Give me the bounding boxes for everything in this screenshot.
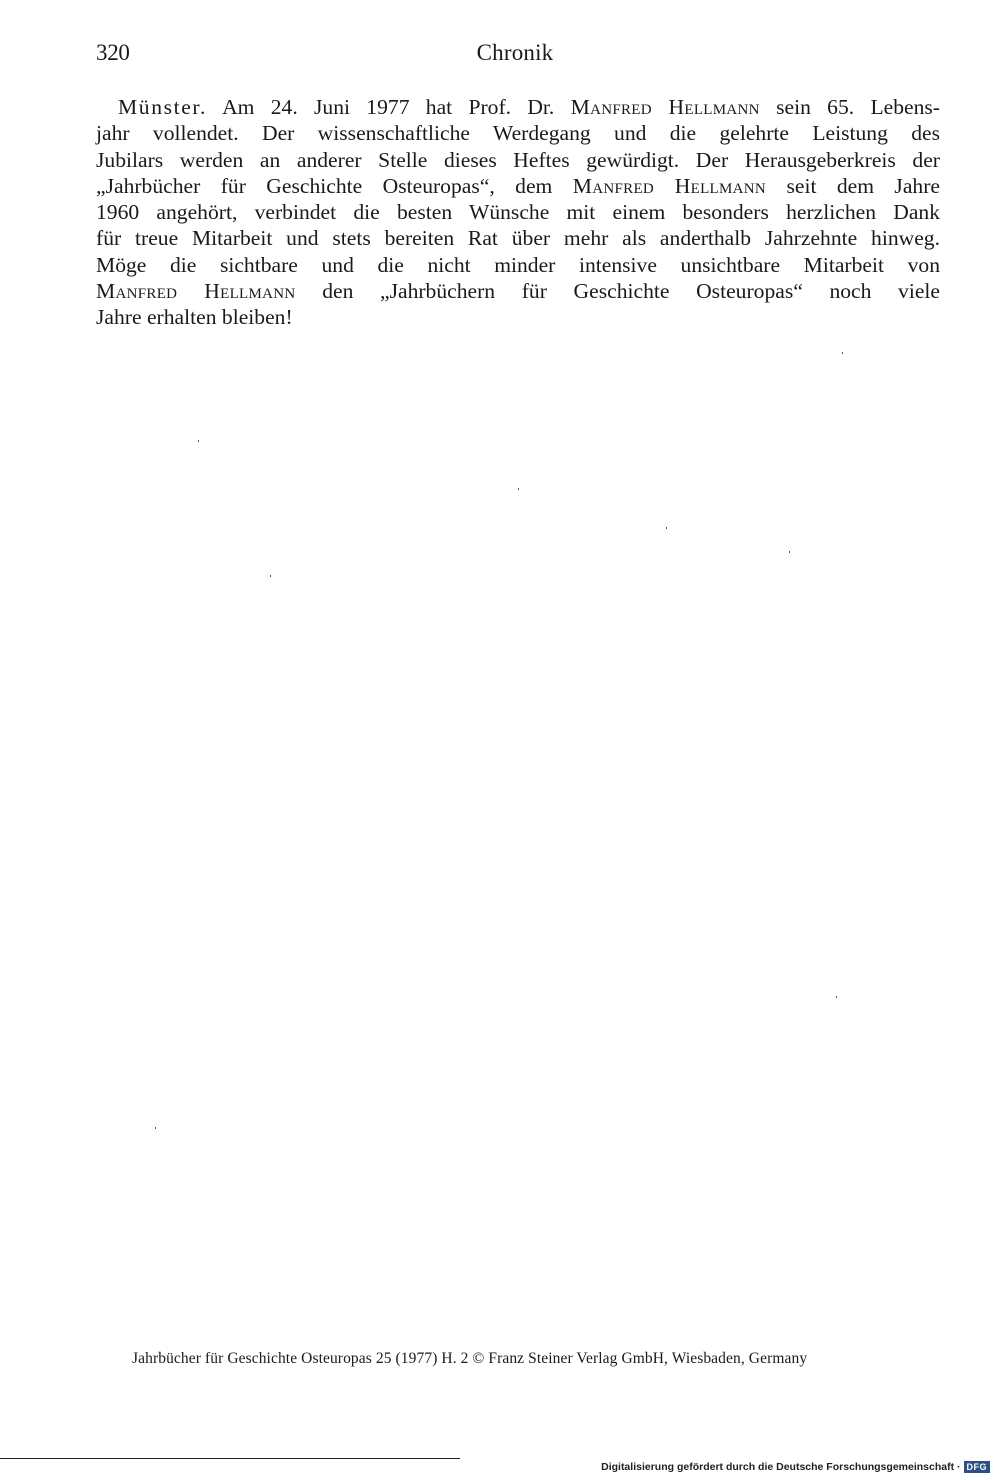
- text-segment: „Jahrbücher für Geschichte Osteuropas“, dem: [96, 173, 573, 198]
- text-segment: den „Jahrbüchern für Geschichte Osteuropas“ noch viele: [295, 279, 941, 304]
- chronicle-entry: [96, 94, 940, 331]
- text-line-3: Jubilars werden an anderer Stelle dieses Heftes gewürdigt. Der Herausgeberkreis der: [96, 147, 940, 172]
- person-name: Manfred Hellmann: [96, 279, 296, 304]
- footer-citation: Jahrbücher für Geschichte Osteuropas 25 (1977) H. 2 © Franz Steiner Verlag GmbH, Wiesbaden, Germany: [132, 1350, 808, 1367]
- footer-rule: [0, 1458, 460, 1459]
- person-name: Manfred Hellmann: [570, 95, 760, 119]
- text-segment: Am 24. Juni 1977 hat Prof. Dr.: [206, 95, 571, 119]
- text-segment: sein 65. Lebens-: [759, 95, 940, 119]
- text-line-4: [96, 173, 940, 199]
- scan-speck: [842, 352, 843, 354]
- running-head: Chronik: [476, 40, 554, 65]
- text-line-9: Jahre erhalten bleiben!: [96, 305, 293, 330]
- text-segment: seit dem Jahre: [766, 173, 940, 198]
- scan-speck: [518, 488, 519, 490]
- page-number: 320: [96, 40, 130, 65]
- text-line-5: 1960 angehört, verbindet die besten Wünsche mit einem besonders herzlichen Dank: [96, 200, 940, 225]
- text-line-2: jahr vollendet. Der wissenschaftliche Werdegang und die gelehrte Leistung des: [96, 121, 940, 146]
- place-name: Münster.: [118, 95, 207, 119]
- scan-speck: [666, 527, 667, 529]
- text-line-8: [96, 278, 940, 304]
- scan-speck: [270, 575, 271, 577]
- scan-speck: [836, 996, 837, 998]
- scan-speck: [198, 440, 199, 442]
- person-name: Manfred Hellmann: [572, 173, 767, 198]
- text-line-1: [96, 94, 940, 120]
- text-line-6: für treue Mitarbeit und stets bereiten Rat über mehr als anderthalb Jahrzehnte hinweg.: [96, 226, 940, 251]
- digitization-credit: [601, 1461, 990, 1473]
- text-line-7: Möge die sichtbare und die nicht minder intensive unsichtbare Mitarbeit von: [96, 252, 940, 277]
- scan-speck: [155, 1127, 156, 1129]
- dfg-logo: DFG: [964, 1461, 991, 1473]
- scan-speck: [789, 551, 790, 553]
- digitization-note: Digitalisierung gefördert durch die Deutsche Forschungsgemeinschaft ·: [601, 1461, 961, 1473]
